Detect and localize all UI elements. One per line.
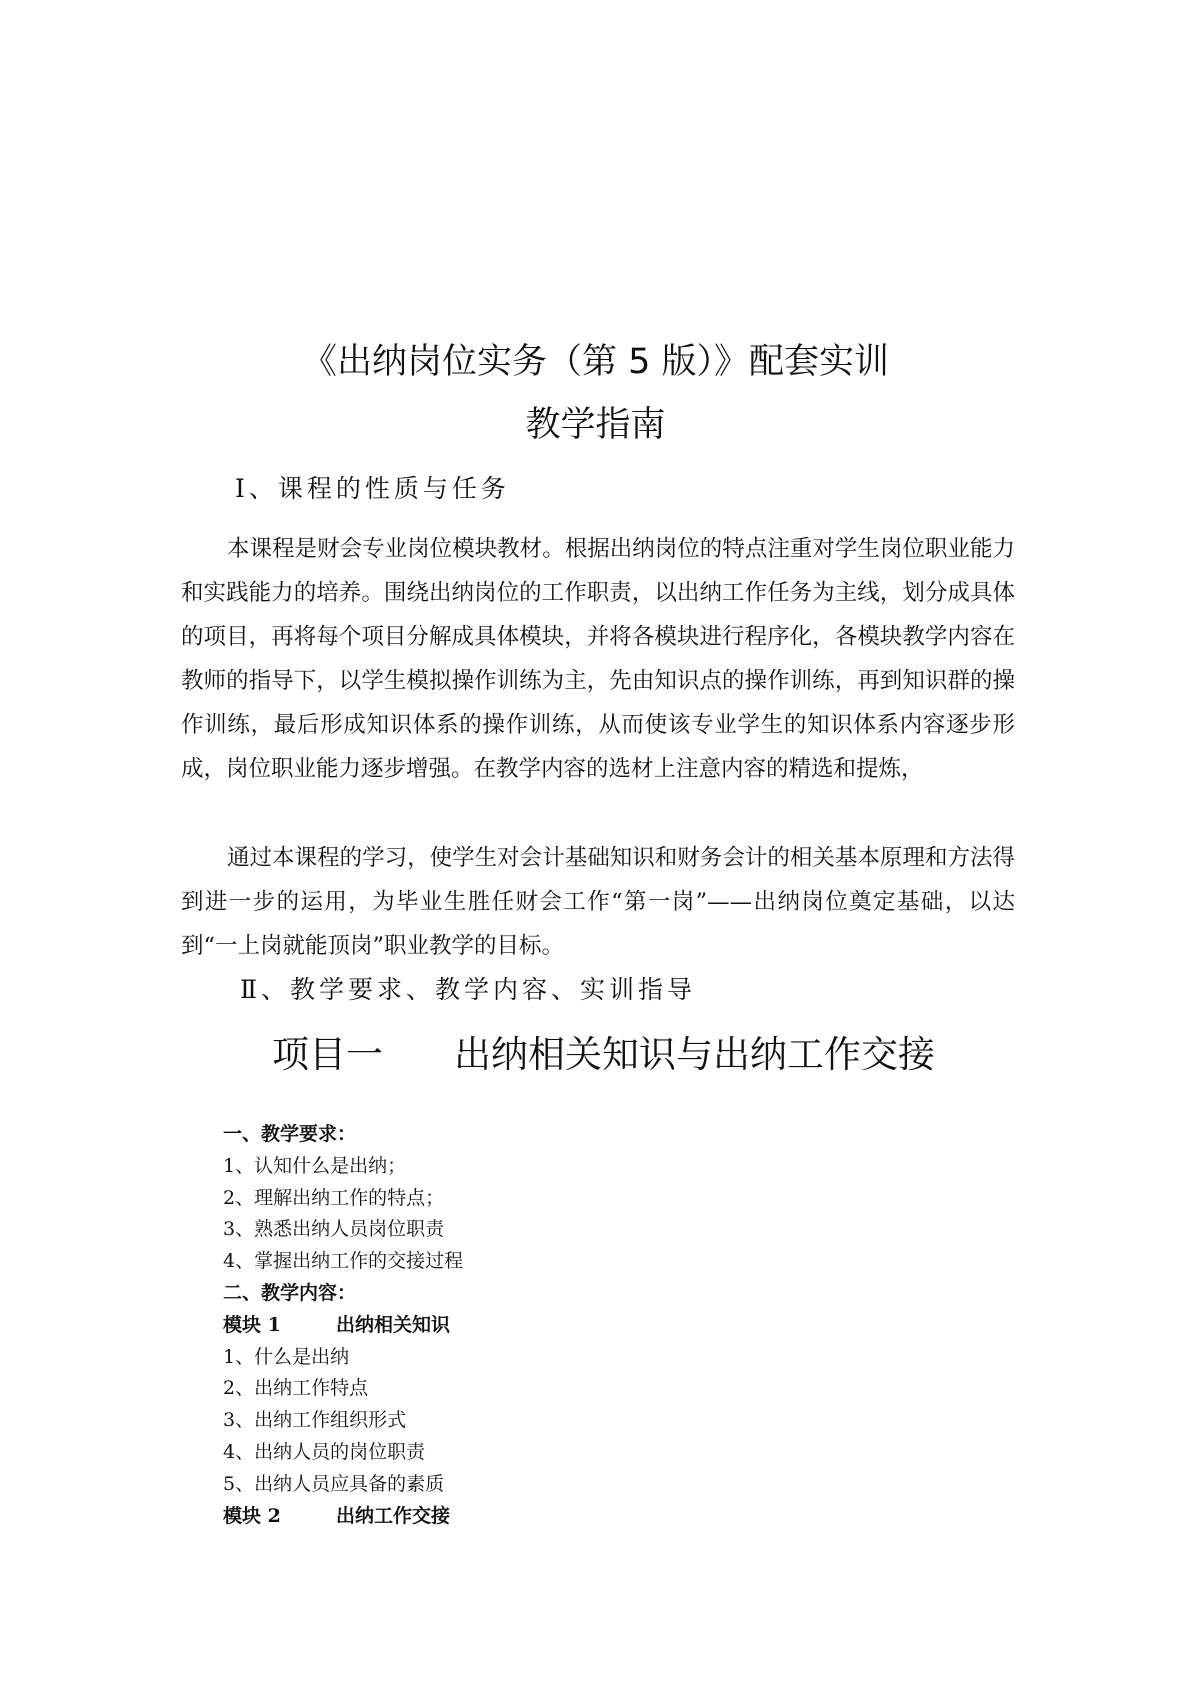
module-number: 模块 1 bbox=[223, 1313, 281, 1336]
project-outline bbox=[223, 1119, 1023, 1532]
course-goal-paragraph: 通过本课程的学习，使学生对会计基础知识和财务会计的相关基本原理和方法得到进一步的运用，为毕业生胜任财会工作“第一岗”——出纳岗位奠定基础，以达到“一上岗就能顶岗”职业教学的目标。 bbox=[181, 845, 1015, 959]
list-item: 3、熟悉出纳人员岗位职责 bbox=[223, 1218, 445, 1241]
project-number: 项目一 bbox=[272, 1033, 383, 1076]
list-item: 3、出纳工作组织形式 bbox=[223, 1409, 407, 1432]
module-name: 出纳相关知识 bbox=[336, 1313, 451, 1336]
list-item: 1、认知什么是出纳； bbox=[223, 1154, 407, 1177]
section-heading-teaching-requirements: Ⅱ、教学要求、教学内容、实训指导 bbox=[240, 975, 696, 1004]
list-item: 2、理解出纳工作的特点； bbox=[223, 1186, 445, 1209]
section-heading-course-nature: Ⅰ、课程的性质与任务 bbox=[235, 474, 510, 503]
module-number: 模块 2 bbox=[223, 1504, 281, 1527]
teaching-content-heading: 二、教学内容： bbox=[223, 1281, 357, 1304]
list-item: 4、出纳人员的岗位职责 bbox=[223, 1440, 426, 1463]
list-item: 5、出纳人员应具备的素质 bbox=[223, 1472, 445, 1495]
list-item: 1、什么是出纳 bbox=[223, 1345, 350, 1368]
project-title bbox=[272, 1030, 935, 1080]
module-name: 出纳工作交接 bbox=[336, 1504, 451, 1527]
course-description-paragraph: 本课程是财会专业岗位模块教材。根据出纳岗位的特点注重对学生岗位职业能力和实践能力的培养。围绕出纳岗位的工作职责，以出纳工作任务为主线，划分成具体的项目，再将每个项目分解成具体模块，并将各模块进行程序化，各模块教学内容在教师的指导下，以学生模拟操作训练为主，先由知识点的操作训练，再到知识群的操作训练，最后形成知识体系的操作训练，从而使该专业学生的知识体系内容逐步形成，岗位职业能力逐步增强。在教学内容的选材上注意内容的精选和提炼， bbox=[181, 536, 1015, 782]
list-item: 4、掌握出纳工作的交接过程 bbox=[223, 1250, 464, 1273]
module-1-heading bbox=[223, 1310, 1023, 1342]
teaching-requirements-heading: 一、教学要求： bbox=[223, 1123, 357, 1145]
module-2-heading bbox=[223, 1501, 1023, 1533]
document-title: 《出纳岗位实务（第 5 版）》配套实训 bbox=[301, 342, 890, 382]
document-subtitle: 教学指南 bbox=[525, 405, 666, 445]
list-item: 2、出纳工作特点 bbox=[223, 1377, 369, 1400]
project-name: 出纳相关知识与出纳工作交接 bbox=[454, 1033, 935, 1076]
